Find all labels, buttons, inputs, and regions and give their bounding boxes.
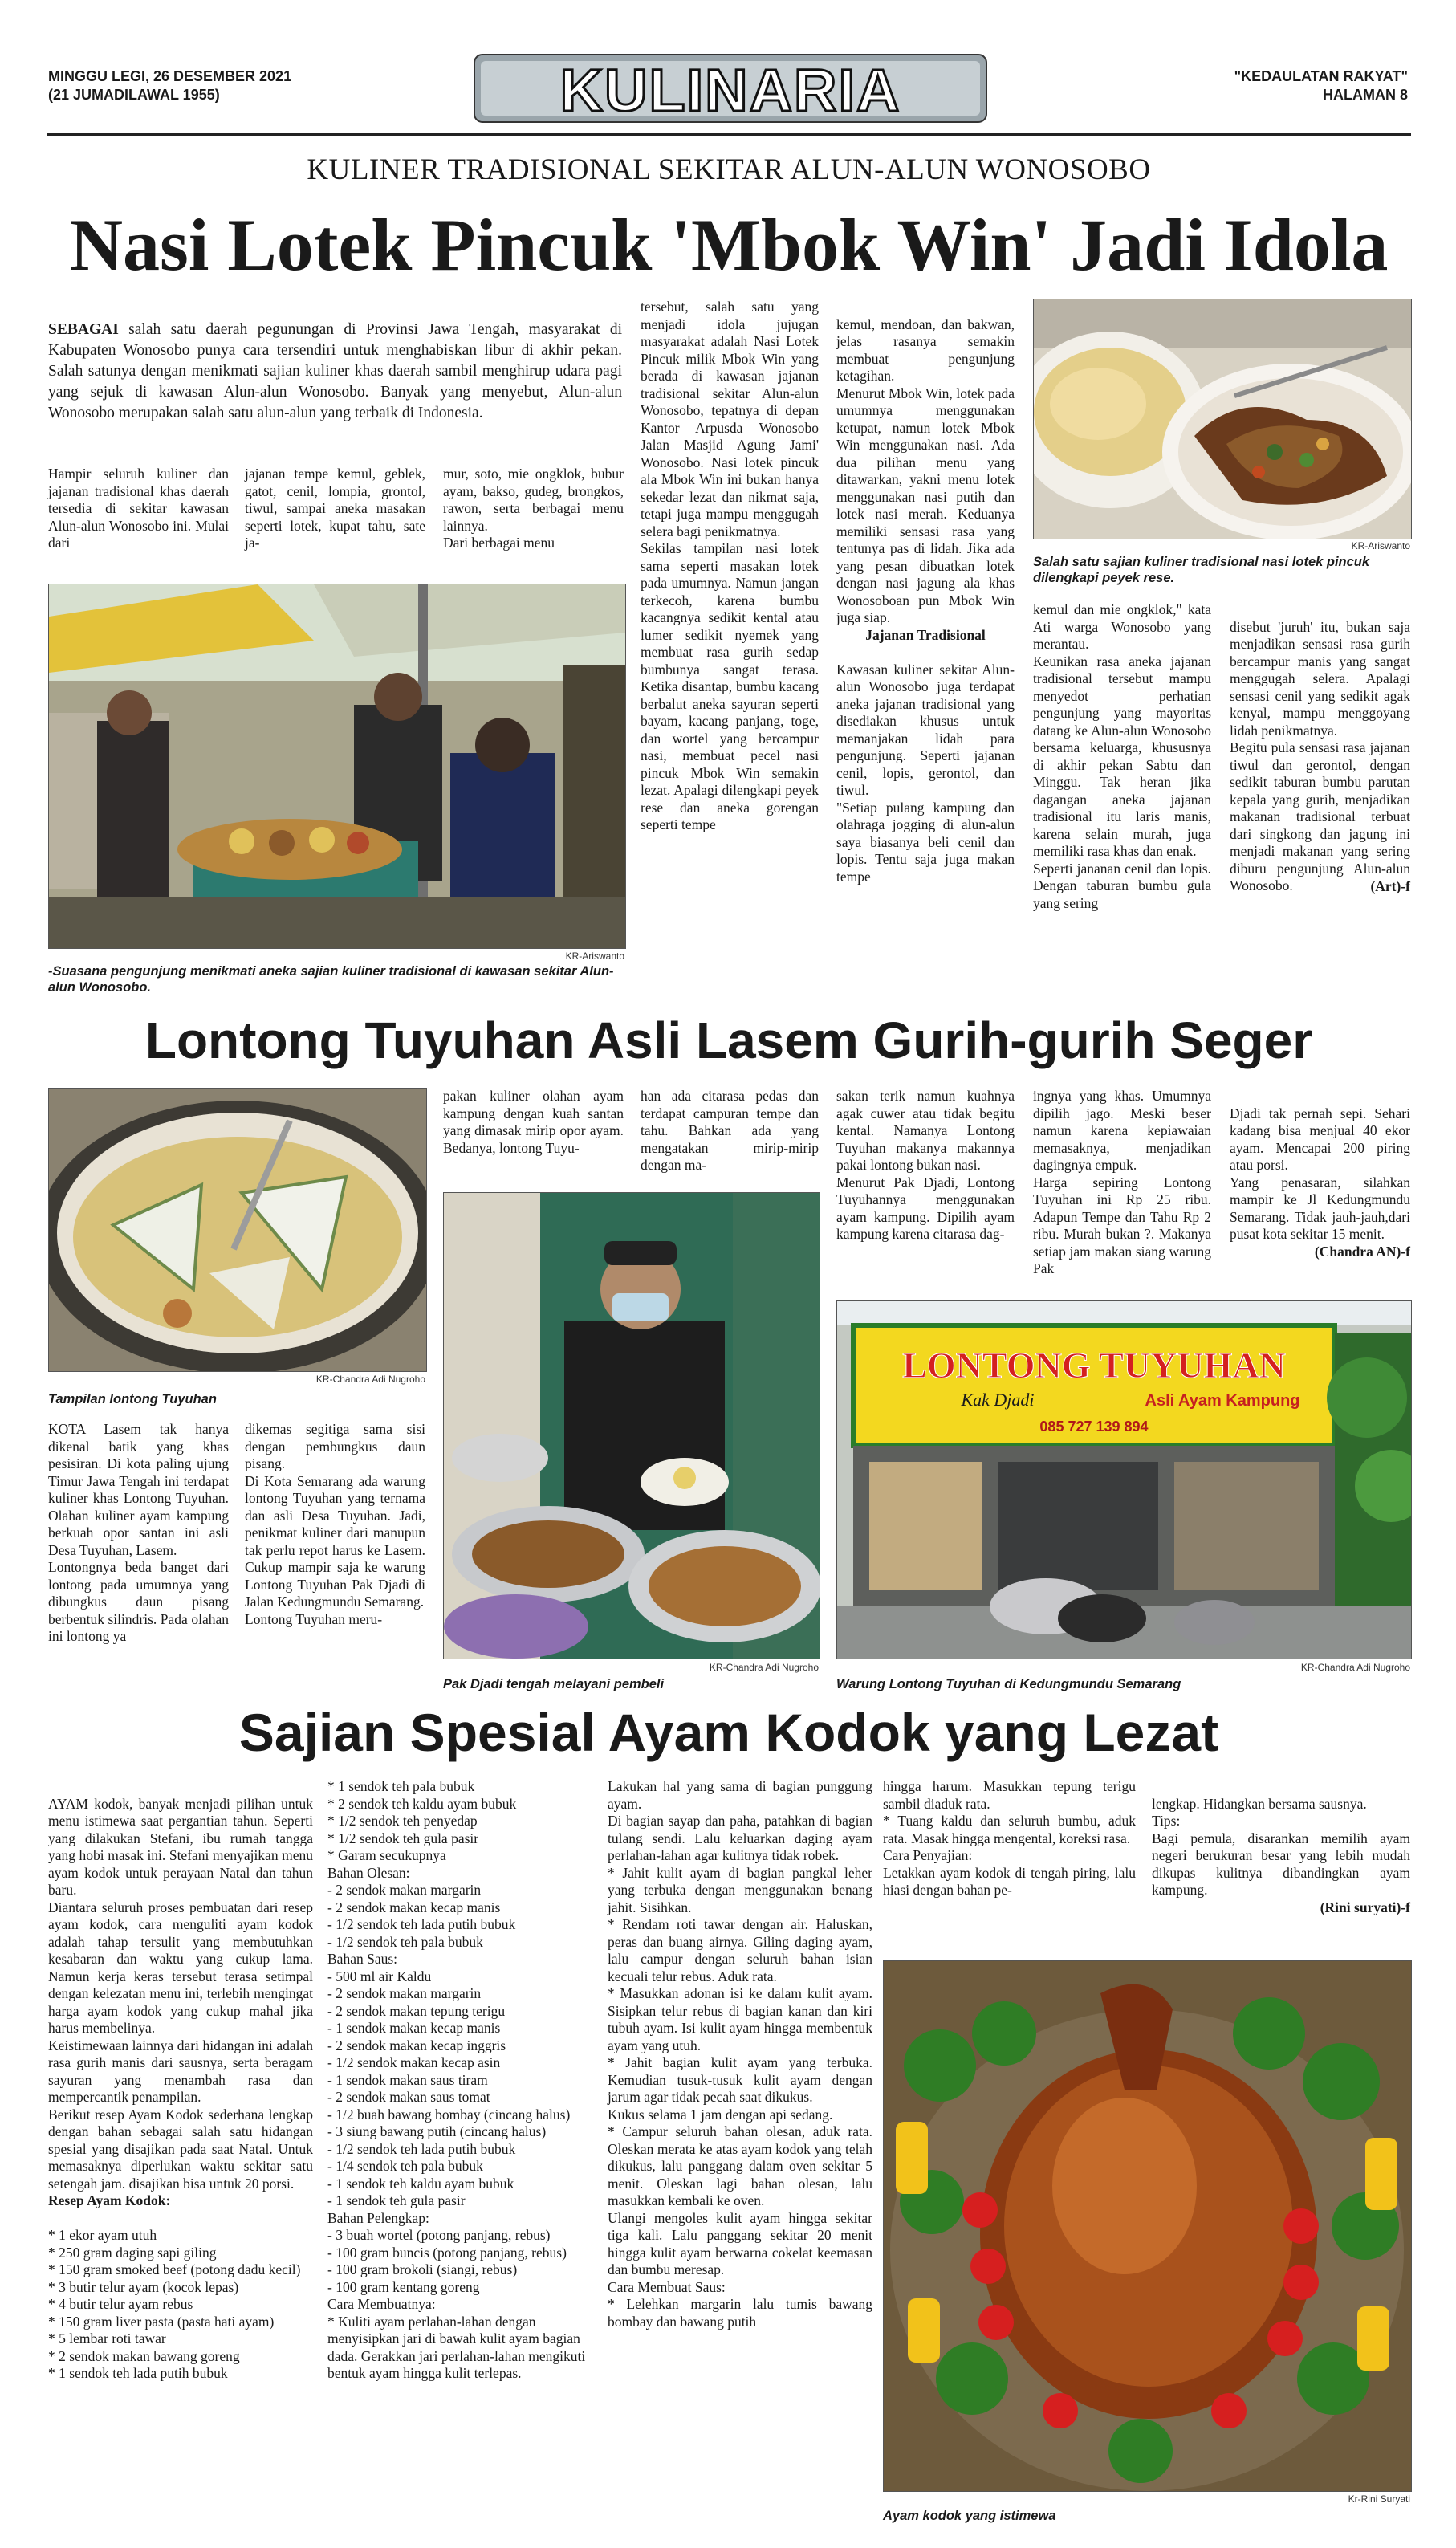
photo-warung-caption: Warung Lontong Tuyuhan di Kedungmundu Semarang [836, 1677, 1181, 1691]
article1-col7-text: disebut 'juruh' itu, bukan saja menjadikan sensasi rasa gurih bercampur manis yang sangat menggugah selera. Apalagi sensasi cenil yang sedikit agak kenyal, mampu menggoyang lidah penikmatnya. Begitu pula sensasi rasa jajanan tiwul dan gerontol, dengan sedikit taburan bumbu parutan kepala yang gurih, menjadikan makanan tradisional terbuat dari singkong dan jagung ini menjadi makanan yang sering diburu pengunjung Alun-alun Wonosobo. [1230, 618, 1410, 893]
article3-col4: hingga harum. Masukkan tepung terigu sambil diaduk rata. * Tuang kaldu dan seluruh bumbu, aduk rata. Masak hingga mengental, koreksi rasa. Cara Penyajian: Letakkan ayam kodok di tengah piring, lalu hiasi dengan bahan pe- [883, 1778, 1136, 1898]
date-masehi: MINGGU LEGI, 26 DESEMBER 2021 [48, 68, 292, 84]
signboard-phone: 085 727 139 894 [1039, 1418, 1149, 1435]
article3-ingredients-list: * 1 ekor ayam utuh * 250 gram daging sapi giling * 150 gram smoked beef (potong dadu kecil) * 3 butir telur ayam (kocok lepas) * 4 butir telur ayam rebus * 150 gram liver pasta (pasta hati ayam) * 5 lembar roti tawar * 2 sendok makan bawang goreng * 1 sendok teh lada putih bubuk [48, 2227, 301, 2381]
photo-suasana-caption: -Suasana pengunjung menikmati aneka sajian kuliner tradisional di kawasan sekitar Alun-alun Wonosobo. [48, 964, 614, 995]
article2-col7 [1230, 1088, 1410, 1278]
photo-nasi-lotek-caption: Salah satu sajian kuliner tradisional nasi lotek pincuk dilengkapi peyek rese. [1033, 555, 1370, 585]
article1-col4: tersebut, salah satu yang menjadi idola jujugan masyarakat adalah Nasi Lotek Pincuk milik Mbok Win yang berada di kawasan jajanan tradisional sekitar Alun-alun Wonosobo, tepatnya di depan Kantor Arpusda Wonosobo Jalan Masjid Agung Jami' Wonosobo. Nasi lotek pincuk ala Mbok Win ini bukan hanya sekedar lezat dan nikmat saja, tetapi juga mampu menggugah selera bagi penikmatnya. Sekilas tampilan nasi lotek sama seperti masakan lotek pada umumnya. Namun jangan terkecoh, karena bumbu kacangnya sedikit kental atau lumer sedikit nyemek yang membuat rasa gurih sedap bumbunya sangat terasa. Ketika disantap, bumbu kacang berbalut aneka sayuran seperti bayam, kacang panjang, toge, dan wortel yang bercampur nasi, membuat pecel nasi pincuk Mbok Win semakin lezat. Apalagi dilengkapi peyek rese dan aneka gorengan seperti tempe [641, 299, 819, 832]
section-logo [470, 50, 991, 127]
photo-suasana-alun-alun [48, 584, 626, 949]
article1-headline: Nasi Lotek Pincuk 'Mbok Win' Jadi Idola [69, 204, 1389, 286]
article1-col3: mur, soto, mie ongklok, bubur ayam, bakso, gudeg, brongkos, rawon, serta berbagai menu lainnya. Dari berbagai menu [443, 466, 624, 551]
signboard-sub: Asli Ayam Kampung [1145, 1392, 1300, 1410]
article3-col1 [48, 1778, 313, 2383]
article3-headline: Sajian Spesial Ayam Kodok yang Lezat [238, 1703, 1219, 1762]
photo-ayam-kodok [883, 1960, 1412, 2492]
date-jawa: (21 JUMADILAWAL 1955) [48, 87, 220, 103]
photo-nasi-lotek [1033, 299, 1412, 539]
signboard-name: Kak Djadi [961, 1390, 1035, 1410]
article2-col7-text: Djadi tak pernah sepi. Sehari kadang bisa menjual 40 ekor ayam. Mencapai 200 piring atau porsi. Yang penasaran, silahkan mampir ke Jl Kedungmundu Semarang. Tidak jauh-jauh,dari pusat kota sekitar 15 menit. [1230, 1105, 1410, 1242]
article3-col2: * 1 sendok teh pala bubuk * 2 sendok teh kaldu ayam bubuk * 1/2 sendok teh penyedap * 1/2 sendok teh gula pasir * Garam secukupnya Bahan Olesan: - 2 sendok makan margarin - 2 sendok makan kecap manis - 1/2 sendok teh lada putih bubuk - 1/2 sendok teh pala bubuk Bahan Saus: - 500 ml air Kaldu - 2 sendok makan margarin - 2 sendok makan tepung terigu - 1 sendok makan kecap manis - 2 sendok makan kecap inggris - 1/2 sendok makan kecap asin - 1 sendok makan saus tiram - 2 sendok makan saus tomat - 1/2 buah bawang bombay (cincang halus) - 3 siung bawang putih (cincang halus) - 1/2 sendok teh lada putih bubuk - 1/4 sendok teh pala bubuk - 1 sendok teh kaldu ayam bubuk - 1 sendok teh gula pasir Bahan Pelengkap: - 3 buah wortel (potong panjang, rebus) - 100 gram buncis (potong panjang, rebus) - 100 gram brokoli (siangi, rebus) - 100 gram kentang goreng Cara Membuatnya: * Kuliti ayam perlahan-lahan dengan menyisipkan jari di bawah kulit ayam bagian dada. Gerakkan jari perlahan-lahan mengikuti bentuk ayam hingga kulit terlepas. [327, 1778, 586, 2381]
article1-col1: Hampir seluruh kuliner dan jajanan tradisional khas daerah tersedia di sekitar kawasan Alun-alun Wonosobo ini. Mulai dari [48, 466, 229, 551]
article3-col1-text: AYAM kodok, banyak menjadi pilihan untuk menu istimewa saat pergantian tahun. Seperti yang dilakukan Stefani, ibu rumah tangga yang hobi masak ini. Stefani menyajikan menu ayam kodok untuk perayaan Natal dan tahun baru. Diantara seluruh proses pembuatan dari resep ayam kodok, cara menguliti ayam kodok adalah tahap tersulit yang membutuhkan kesabaran dan waktu yang cukup lama. Namun kerja keras tersebut terasa setimpal dengan kelezatan menu ini, terlebih mengingat harga ayam kodok yang cukup mahal jika harus membelinya. Keistimewaan lainnya dari hidangan ini adalah rasa gurih manis dari sausnya, serta beragam sayuran yang menambah rasa dan mempercantik penampilan. Berikut resep Ayam Kodok sederhana lengkap dengan bahan sebagai salah satu hidangan spesial yang disajikan pada saat Natal. Untuk memasaknya diperlukan waktu sekitar satu setengah jam. disajikan bisa untuk 20 porsi. [48, 1795, 313, 2192]
article1-col5-b: Kawasan kuliner sekitar Alun-alun Wonosobo juga terdapat aneka jajanan tradisional yang disediakan khusus untuk memanjakan lidah para pengunjung. Seperti jajanan cenil, lopis, gerontol, dan tiwul. "Setiap pulang kampung dan olahraga jogging di alun-alun saya biasanya beli cenil dan lopis. Tentu saja juga makan tempe [836, 661, 1015, 885]
article1-col5 [836, 299, 1015, 885]
article2-col6: ingnya yang khas. Umumnya dipilih jago. Meski beser namun karena kepiawaian memasaknya, menjadikan dagingnya empuk. Harga sepiring Lontong Tuyuhan ini Rp 25 ribu. Adapun Tempe dan Tahu Rp 2 ribu. Murah bukan ?. Makanya setiap jam makan siang warung Pak [1033, 1088, 1211, 1276]
signboard-title: LONTONG TUYUHAN [902, 1345, 1286, 1386]
article3-byline: (Rini suryati)-f [1320, 1899, 1410, 1915]
masthead-rule [47, 133, 1411, 136]
photo-pak-djadi [443, 1192, 820, 1659]
article3-col5-text: lengkap. Hidangkan bersama sausnya. Tips: Bagi pemula, disarankan memilih ayam negeri berukuran besar yang lebih mudah dikupas kulitnya dibandingkan ayam kampung. [1152, 1795, 1410, 1898]
photo-lontong-tuyuhan [48, 1088, 427, 1372]
publication-name: "KEDAULATAN RAKYAT" [1234, 68, 1408, 84]
publication-info [1234, 67, 1408, 104]
photo-warung-credit: KR-Chandra Adi Nugroho [1300, 1662, 1410, 1673]
article1-lead-text: salah satu daerah pegunungan di Provinsi Jawa Tengah, masyarakat di Kabupaten Wonosobo punya cara tersendiri untuk menghabiskan libur di akhir pekan. Salah satunya dengan menikmati sajian kuliner khas daerah sambil menghirup udara pagi yang sejuk di kawasan Alun-alun Wonosobo. Banyak yang menyebut, Alun-alun Wonosobo merupakan salah satu alun-alun yang terbaik di Indonesia. [48, 321, 622, 421]
section-logo-text: KULINARIA [559, 57, 901, 124]
article3-col3: Lakukan hal yang sama di bagian punggung ayam. Di bagian sayap dan paha, patahkan di bagian tulang sendi. Lalu keluarkan daging ayam perlahan-lahan agar kulitnya tidak robek. * Jahit kulit ayam di bagian pangkal leher yang terbuka dengan menggunakan benang jahit. Sisihkan. * Rendam roti tawar dengan air. Haluskan, peras dan buang airnya. Giling daging ayam, lalu campur dengan seluruh bahan isian kecuali telur rebus. Aduk rata. * Masukkan adonan isi ke dalam kulit ayam. Sisipkan telur rebus di bagian kanan dan kiri tubuh ayam. Isi kulit ayam hingga membentuk ayam yang utuh. * Jahit bagian kulit ayam yang terbuka. Kemudian tusuk-tusuk kulit ayam dengan jarum agar tidak pecah saat dikukus. Kukus selama 1 jam dengan api sedang. * Campur seluruh bahan olesan, aduk rata. Oleskan merata ke atas ayam kodok yang telah dikukus, lalu panggang dalam oven sekitar 5 menit. Oleskan lagi bahan olesan, lalu masukkan kembali ke oven. Ulangi mengoles kulit ayam hingga sekitar tiga kali. Lalu panggang sekitar 20 menit hingga kulit ayam berwarna cokelat keemasan dan bumbu meresap. Cara Membuat Saus: * Lelehkan margarin lalu tumis bawang bombay dan bawang putih [608, 1778, 872, 2330]
photo-nasi-lotek-credit: KR-Ariswanto [1351, 540, 1410, 552]
article3-recipe-subhead: Resep Ayam Kodok: [48, 2192, 171, 2208]
issue-date [48, 67, 291, 104]
photo-warung-lontong [836, 1300, 1412, 1659]
article2-col1: KOTA Lasem tak hanya dikenal batik yang khas pesisiran. Di kota paling ujung Timur Jawa Tengah ini terdapat kuliner khas Lontong Tuyuhan. Olahan kuliner ayam kampung berkuah opor santan ini asli Desa Tuyuhan, Lasem. Lontongnya beda banget dari lontong pada umumnya yang dibungkus daun pisang berbentuk silindris. Pada olahan ini lontong ya [48, 1421, 229, 1644]
photo-pak-djadi-caption: Pak Djadi tengah melayani pembeli [443, 1677, 665, 1691]
article1-col6: kemul dan mie ongklok," kata Ati warga Wonosobo yang merantau. Keunikan rasa aneka jajanan tradisional tersebut mampu menyedot perhatian pengunjung yang mayoritas datang ke Alun-alun Wonosobo bersama keluarga, khususnya di akhir pekan Sabtu dan Minggu. Tak heran jika dagangan aneka jajanan tradisional itu laris manis, karena selain murah, juga memiliki rasa khas dan enak. Seperti jananan cenil dan lopis. Dengan taburan bumbu gula yang sering [1033, 601, 1211, 911]
article1-col2: jajanan tempe kemul, geblek, gatot, cenil, lompia, grontol, tiwul, sampai aneka masakan seperti lotek, kupat tahu, sate ja- [245, 466, 425, 551]
article1-kicker: KULINER TRADISIONAL SEKITAR ALUN-ALUN WONOSOBO [307, 153, 1151, 186]
photo-ayam-kodok-caption: Ayam kodok yang istimewa [883, 2509, 1056, 2523]
article2-headline: Lontong Tuyuhan Asli Lasem Gurih-gurih Seger [144, 1011, 1313, 1069]
article1-lead [48, 299, 622, 424]
article1-lead-dropword: SEBAGAI [48, 321, 119, 338]
article1-col7 [1230, 601, 1410, 913]
article2-byline: (Chandra AN)-f [1314, 1243, 1410, 1260]
article1-col5-a: kemul, mendoan, dan bakwan, jelas rasanya semakin membuat pengunjung ketagihan. Menurut Mbok Win, lotek pada umumnya menggunakan ketupat, namun lotek Mbok Win menggunakan nasi. Ada dua pilihan menu yang ditawarkan, yakni menu lotek menggunakan nasi putih dan lotek nasi merah. Keduanya memiliki sensasi rasa yang tentunya pas di lidah. Jika ada yang pesan dibuatkan lotek dengan nasi jagung ala khas Wonosoboan pun Mbok Win juga siap. [836, 315, 1015, 625]
article2-col4: han ada citarasa pedas dan terdapat campuran tempe dan tahu. Bahkan ada yang mengatakan mirip-mirip dengan ma- [641, 1088, 819, 1173]
photo-pak-djadi-credit: KR-Chandra Adi Nugroho [709, 1662, 819, 1673]
page-number: HALAMAN 8 [1323, 87, 1408, 103]
article2-col3: pakan kuliner olahan ayam kampung dengan kuah santan yang dimasak mirip opor ayam. Bedanya, lontong Tuyu- [443, 1088, 624, 1156]
photo-suasana-credit: KR-Ariswanto [565, 950, 624, 962]
photo-ayam-kodok-credit: Kr-Rini Suryati [1348, 2493, 1410, 2505]
photo-lontong-credit: KR-Chandra Adi Nugroho [315, 1374, 425, 1385]
article2-col5: sakan terik namun kuahnya agak cuwer atau tidak begitu kental. Namanya Lontong Tuyuhan makanya makannya pakai lontong bukan nasi. Menurut Pak Djadi, Lontong Tuyuhannya menggunakan ayam kampung. Dipilih ayam kampung karena citarasa dag- [836, 1088, 1015, 1242]
article1-subhead: Jajanan Tradisional [865, 626, 986, 643]
article1-byline: (Art)-f [1370, 877, 1410, 894]
article3-col5 [1152, 1778, 1410, 1934]
photo-lontong-caption: Tampilan lontong Tuyuhan [48, 1392, 217, 1406]
article2-col2: dikemas segitiga sama sisi dengan pembungkus daun pisang. Di Kota Semarang ada warung lontong Tuyuhan yang ternama dan asli Desa Tuyuhan. Jadi, penikmat kuliner dari manupun tak perlu repot harus ke Lasem. Cukup mampir saja ke warung Lontong Tuyuhan Pak Djadi di Jalan Kedungmundu Semarang. Lontong Tuyuhan meru- [245, 1421, 425, 1627]
